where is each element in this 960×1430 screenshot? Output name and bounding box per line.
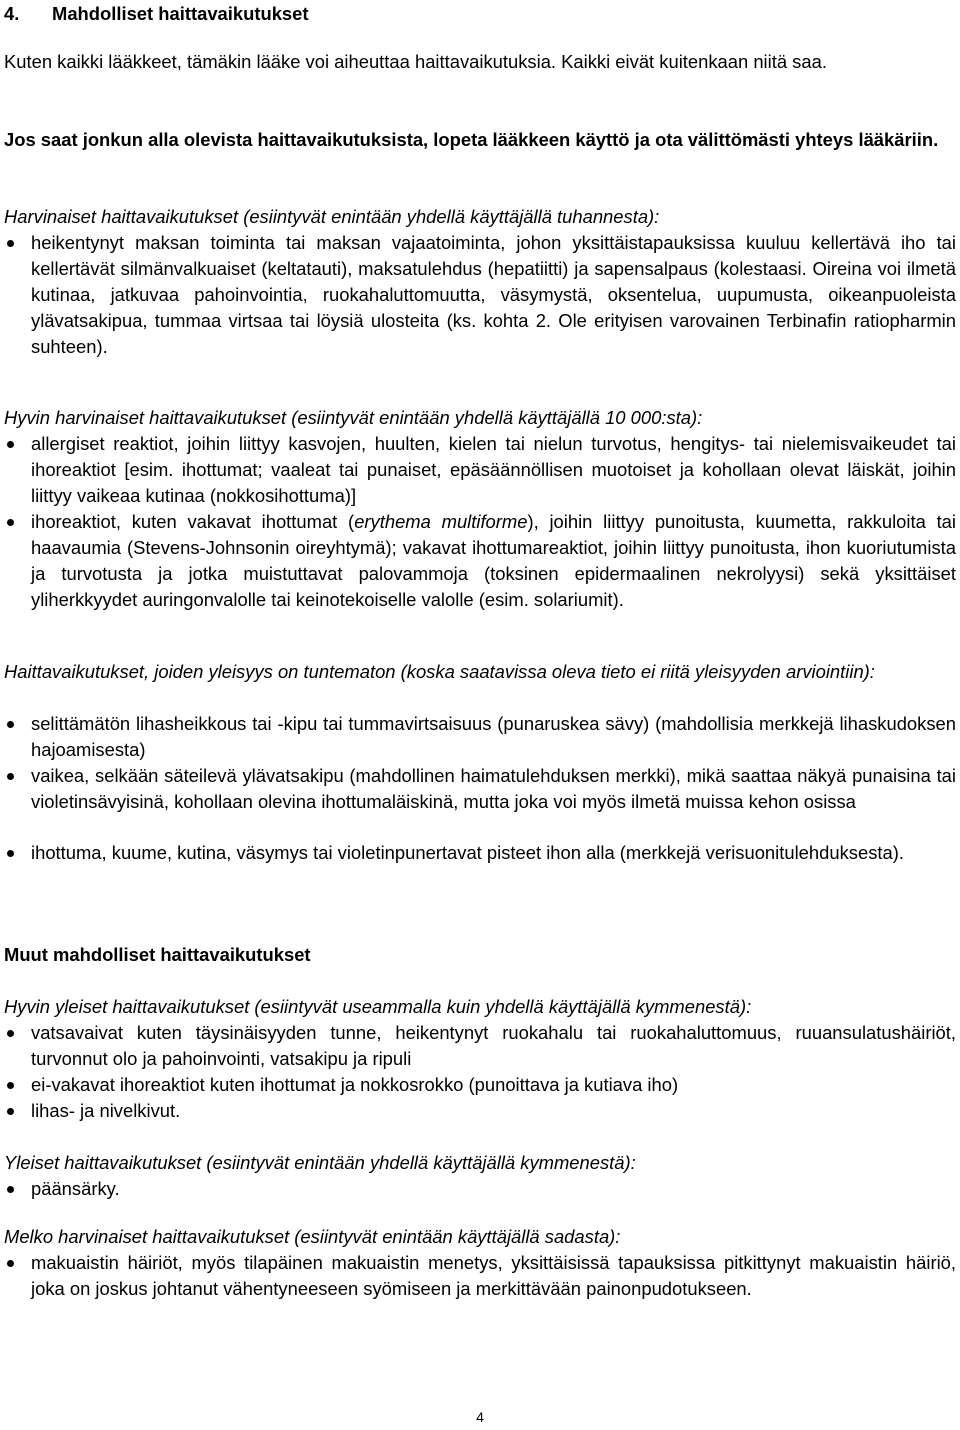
- list-item: [4, 509, 956, 613]
- bullet-icon: [7, 240, 14, 247]
- bullet-icon: [7, 773, 14, 780]
- italic-term: erythema multiforme: [354, 511, 528, 532]
- uncommon-heading: Melko harvinaiset haittavaikutukset (esiintyvät enintään käyttäjällä sadasta):: [4, 1226, 621, 1247]
- intro-paragraph: Kuten kaikki lääkkeet, tämäkin lääke voi aiheuttaa haittavaikutuksia. Kaikki eivät kuitenkaan niitä saa.: [4, 51, 827, 72]
- bullet-icon: [7, 1260, 14, 1267]
- rare-heading: Harvinaiset haittavaikutukset (esiintyvät enintään yhdellä käyttäjällä tuhannesta):: [4, 206, 660, 227]
- list-item: [4, 711, 956, 763]
- list-item-text: vatsavaivat kuten täysinäisyyden tunne, heikentynyt ruokahalu tai ruokahaluttomuus, ruuansulatushäiriöt, turvonnut olo ja pahoinvointi, vatsakipu ja ripuli: [31, 1022, 956, 1069]
- other-title: Muut mahdolliset haittavaikutukset: [4, 944, 311, 965]
- list-item-text: ihottuma, kuume, kutina, väsymys tai violetinpunertavat pisteet ihon alla (merkkejä verisuonitulehduksesta).: [31, 842, 904, 863]
- list-item: [4, 1176, 956, 1202]
- list-item-text: päänsärky.: [31, 1178, 120, 1199]
- bullet-icon: [7, 1082, 14, 1089]
- bullet-icon: [7, 1030, 14, 1037]
- list-item-text: ei-vakavat ihoreaktiot kuten ihottumat ja nokkosrokko (punoittava ja kutiava iho): [31, 1074, 679, 1095]
- list-item: [4, 1250, 956, 1302]
- list-item-text: selittämätön lihasheikkous tai -kipu tai tummavirtsaisuus (punaruskea sävy) (mahdollisia merkkejä lihaskudoksen hajoamisesta): [31, 713, 956, 760]
- text-run: ihoreaktiot, kuten vakavat ihottumat (: [31, 511, 355, 532]
- list-item-text: [31, 509, 956, 613]
- list-item: [4, 1098, 956, 1124]
- very-rare-heading: Hyvin harvinaiset haittavaikutukset (esiintyvät enintään yhdellä käyttäjällä 10 000:sta):: [4, 407, 703, 428]
- bullet-icon: [7, 1186, 14, 1193]
- list-item-text: makuaistin häiriöt, myös tilapäinen makuaistin menetys, yksittäisissä tapauksissa pitkittynyt makuaistin häiriö, joka on joskus johtanut vähentyneeseen syömiseen ja merkittävään painonpudotukseen.: [31, 1252, 956, 1299]
- section-heading: [4, 1, 309, 27]
- list-item: [4, 431, 956, 509]
- list-item-text: allergiset reaktiot, joihin liittyy kasvojen, huulten, kielen tai nielun turvotus, hengitys- tai nielemisvaikeudet tai ihoreaktiot [esim. ihottumat; vaaleat tai punaiset, epäsäännöllisen muotoiset ja kohollaan olevat läiskät, joihin liittyy vaikeaa kutinaa (nokkosihottuma)]: [31, 433, 956, 506]
- bullet-icon: [7, 519, 14, 526]
- list-item: [4, 763, 956, 815]
- bullet-icon: [7, 721, 14, 728]
- list-item: [4, 1072, 956, 1098]
- bullet-icon: [7, 1108, 14, 1115]
- page-number: 4: [476, 1409, 484, 1425]
- list-item-text: heikentynyt maksan toiminta tai maksan vajaatoiminta, johon yksittäistapauksissa kuuluu kellertävä iho tai kellertävät silmänvalkuaiset (keltatauti), maksatulehdus (hepatiitti) ja sapensalpaus (kolestaasi. Oireina voi ilmetä kutinaa, jatkuvaa pahoinvointia, ruokahaluttomuutta, väsymystä, oksentelua, uupumusta, oikeanpuoleista ylävatsakipua, tummaa virtsaa tai löysiä ulosteita (ks. kohta 2. Ole erityisen varovainen Terbinafin ratiopharmin suhteen).: [31, 232, 956, 357]
- list-item-text: lihas- ja nivelkivut.: [31, 1100, 181, 1121]
- section-number: 4.: [4, 3, 20, 24]
- text-run: ), joihin liittyy punoitusta, kuumetta, rakkuloita tai haavaumia (Stevens-Johnsonin oireyhtymä); vakavat ihottumareaktiot, joihin liittyy punoitusta, ihon kuoriutumista ja turvotusta ja jotka muistuttavat palovammoja (toksinen epidermaalinen nekrolyysi) sekä yksittäiset yliherkkyydet auringonvalolle tai keinotekoiselle valolle (esim. solariumit).: [31, 511, 956, 610]
- warning-paragraph: Jos saat jonkun alla olevista haittavaikutuksista, lopeta lääkkeen käyttö ja ota välittömästi yhteys lääkäriin.: [4, 129, 939, 150]
- list-item: [4, 840, 956, 866]
- unknown-heading: Haittavaikutukset, joiden yleisyys on tuntematon (koska saatavissa oleva tieto ei riitä yleisyyden arviointiin):: [4, 661, 875, 682]
- list-item: [4, 230, 956, 360]
- very-common-heading: Hyvin yleiset haittavaikutukset (esiintyvät useammalla kuin yhdellä käyttäjällä kymmenestä):: [4, 996, 752, 1017]
- section-title: Mahdolliset haittavaikutukset: [52, 3, 309, 24]
- bullet-icon: [7, 441, 14, 448]
- common-heading: Yleiset haittavaikutukset (esiintyvät enintään yhdellä käyttäjällä kymmenestä):: [4, 1152, 636, 1173]
- bullet-icon: [7, 850, 14, 857]
- list-item: [4, 1020, 956, 1072]
- list-item-text: vaikea, selkään säteilevä ylävatsakipu (mahdollinen haimatulehduksen merkki), mikä saattaa näkyä punaisina tai violetinsävyisinä, kohollaan olevina ihottumaläiskinä, mutta joka voi myös ilmetä muissa kehon osissa: [31, 765, 956, 812]
